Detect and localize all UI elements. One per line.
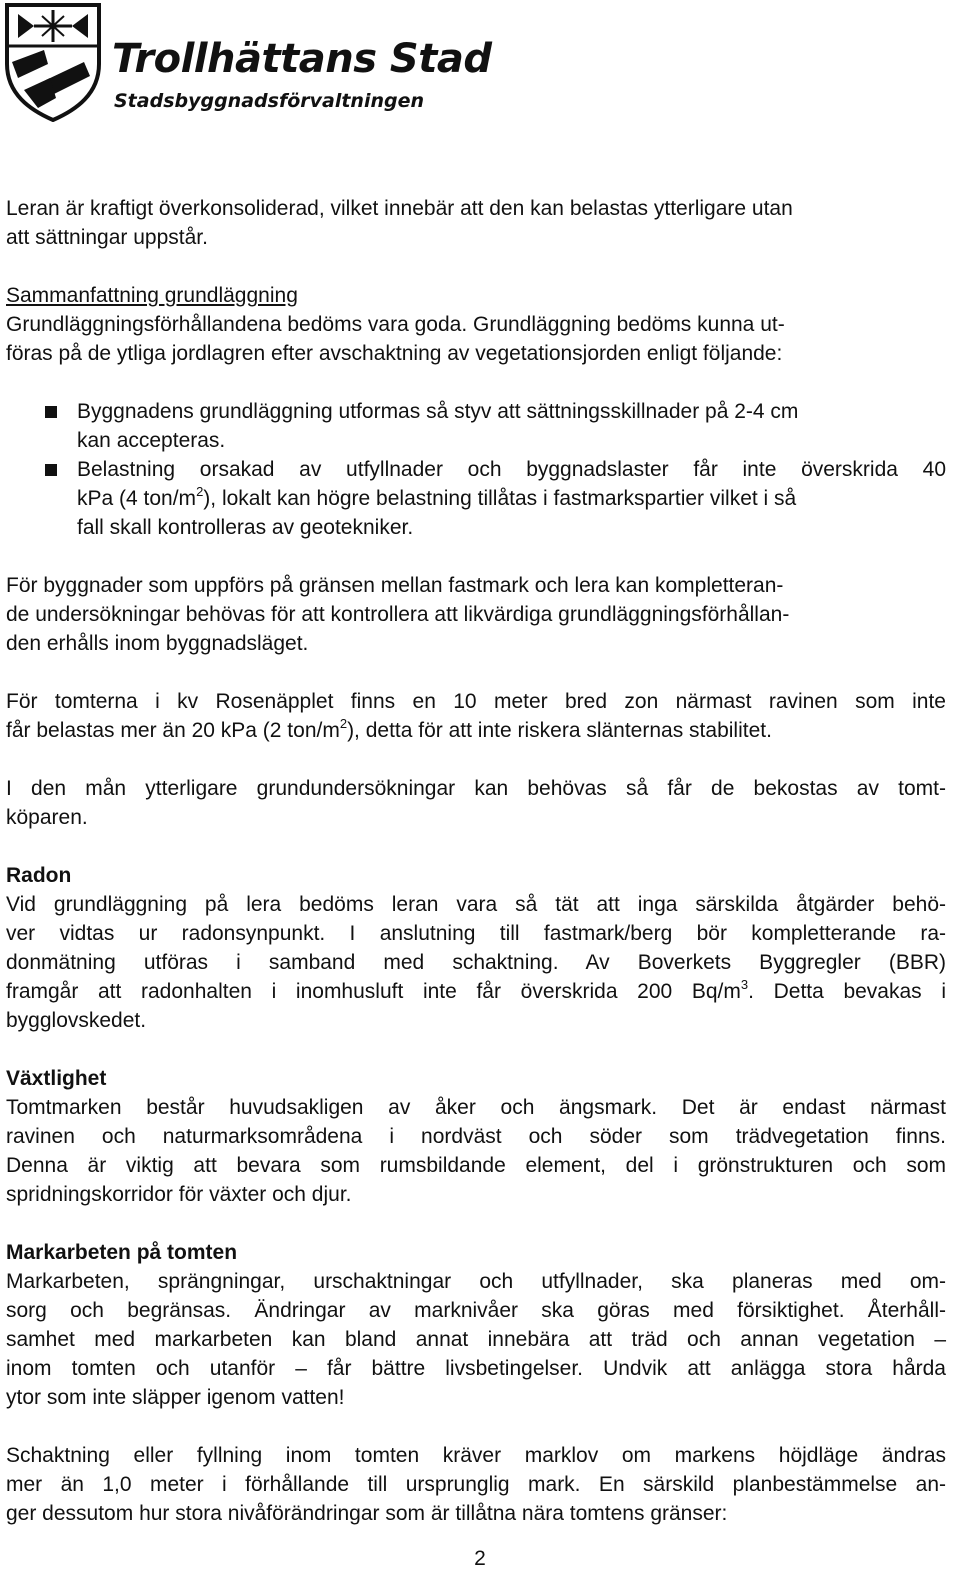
text-fragment: får belastas mer än 20 kPa (2 ton/m	[6, 719, 340, 742]
text-fragment: framgår att radonhalten i inomhusluft inte får överskrida 200 Bq/m	[6, 980, 741, 1003]
text-line: spridningskorridor för växter och djur.	[6, 1183, 352, 1206]
coat-of-arms-logo	[4, 2, 102, 122]
text-line	[6, 977, 946, 1006]
text-line: ver vidtas ur radonsynpunkt. I anslutning till fastmark/berg bör kompletterande ra-	[6, 922, 946, 945]
text-line	[6, 716, 946, 745]
section-heading-vegetation: Växtlighet	[6, 1067, 107, 1090]
text-line: För tomterna i kv Rosenäpplet finns en 10 meter bred zon närmast ravinen som inte	[6, 690, 946, 713]
text-line: Tomtmarken består huvudsakligen av åker och ängsmark. Det är endast närmast	[6, 1096, 946, 1119]
text-line: mer än 1,0 meter i förhållande till ursprunglig mark. En särskild planbestämmelse an-	[6, 1473, 946, 1496]
text-line: fall skall kontrolleras av geotekniker.	[77, 516, 414, 539]
text-line: sorg och begränsas. Ändringar av marknivåer ska göras med försiktighet. Återhåll-	[6, 1299, 946, 1322]
text-line: Denna är viktig att bevara som rumsbildande element, del i grönstrukturen och som	[6, 1154, 946, 1177]
department-name: Stadsbyggnadsförvaltningen	[114, 90, 425, 112]
text-line	[77, 484, 946, 513]
text-line: de undersökningar behövas för att kontrollera att likvärdiga grundläggningsförhållan-	[6, 603, 790, 626]
superscript: 2	[339, 716, 348, 731]
section-groundwork	[6, 1238, 946, 1412]
paragraph-ground-surveys	[6, 774, 946, 832]
text-line: Schaktning eller fyllning inom tomten kräver marklov om markens höjdläge ändras	[6, 1444, 946, 1467]
text-line: Grundläggningsförhållandena bedöms vara goda. Grundläggning bedöms kunna ut-	[6, 313, 785, 336]
text-line: Markarbeten, sprängningar, urschaktningar och utfyllnader, ska planeras med om-	[6, 1270, 946, 1293]
letterhead	[4, 2, 492, 124]
text-line: föras på de ytliga jordlagren efter avschaktning av vegetationsjorden enligt följande:	[6, 342, 783, 365]
section-radon	[6, 861, 946, 1035]
bullet-square-icon	[45, 464, 57, 476]
text-line: donmätning utföras i samband med schaktning. Av Boverkets Byggregler (BBR)	[6, 951, 946, 974]
intro-paragraph	[6, 194, 946, 252]
text-line: Byggnadens grundläggning utformas så styv att sättningsskillnader på 2-4 cm	[77, 400, 799, 423]
text-fragment: . Detta bevakas i	[748, 980, 946, 1003]
text-line: den erhålls inom byggnadsläget.	[6, 632, 309, 655]
section-heading-radon: Radon	[6, 864, 72, 887]
list-item	[6, 397, 946, 455]
list-item	[6, 455, 946, 542]
section-foundation	[6, 281, 946, 368]
section-heading-groundwork: Markarbeten på tomten	[6, 1241, 238, 1264]
text-line: I den mån ytterligare grundundersökningar kan behövas så får de bekostas av tomt-	[6, 777, 946, 800]
superscript: 3	[740, 977, 749, 992]
text-line: ravinen och naturmarksområdena i nordväst och söder som trädvegetation finns.	[6, 1125, 946, 1148]
text-line: Vid grundläggning på lera bedöms leran vara så tät att inga särskilda åtgärder behö-	[6, 893, 946, 916]
text-line: ger dessutom hur stora nivåförändringar som är tillåtna nära tomtens gränser:	[6, 1502, 728, 1525]
text-line: För byggnader som uppförs på gränsen mellan fastmark och lera kan kompletteran-	[6, 574, 784, 597]
text-fragment: kPa (4 ton/m	[77, 487, 197, 510]
text-line: samhet med markarbeten kan bland annat innebära att träd och annan vegetation –	[6, 1328, 946, 1351]
text-fragment: ), detta för att inte riskera slänternas stabilitet.	[347, 719, 772, 742]
paragraph-rosenapplet	[6, 687, 946, 745]
text-line: köparen.	[6, 806, 88, 829]
bullet-square-icon	[45, 406, 57, 418]
text-line: bygglovskedet.	[6, 1009, 147, 1032]
superscript: 2	[196, 484, 204, 499]
page-number: 2	[474, 1547, 486, 1570]
foundation-requirements-list	[6, 397, 946, 542]
text-fragment: ), lokalt kan högre belastning tillåtas i fastmarkspartier vilket i så	[203, 487, 797, 510]
text-line: Leran är kraftigt överkonsoliderad, vilket innebär att den kan belastas ytterligare utan	[6, 197, 793, 220]
organization-name: Trollhättans Stad	[112, 36, 492, 82]
text-line: inom tomten och utanför – får bättre livsbetingelser. Undvik att anlägga stora hårda	[6, 1357, 946, 1380]
document-body	[6, 194, 946, 1557]
paragraph-excavation	[6, 1441, 946, 1528]
paragraph-boundary	[6, 571, 946, 658]
section-heading-foundation: Sammanfattning grundläggning	[6, 284, 298, 307]
section-vegetation	[6, 1064, 946, 1209]
text-line: Belastning orsakad av utfyllnader och byggnadslaster får inte överskrida 40	[77, 458, 946, 481]
text-line: kan accepteras.	[77, 429, 226, 452]
text-line: ytor som inte släpper igenom vatten!	[6, 1386, 345, 1409]
text-line: att sättningar uppstår.	[6, 226, 208, 249]
